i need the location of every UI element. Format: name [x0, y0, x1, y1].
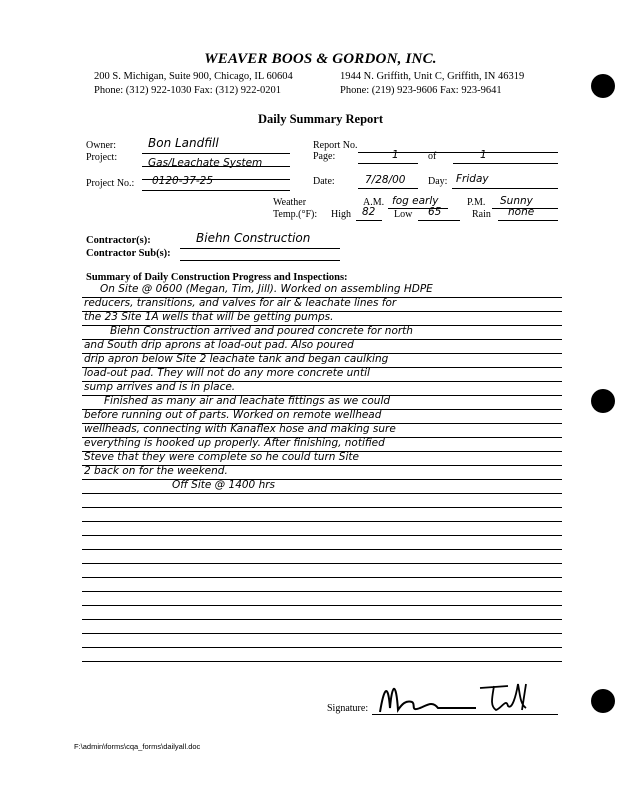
- date-value: 7/28/00: [365, 174, 406, 186]
- summary-line: wellheads, connecting with Kanaflex hose and making sure: [84, 423, 396, 435]
- summary-line: Off Site @ 1400 hrs: [172, 479, 276, 491]
- low-value: 65: [428, 206, 442, 218]
- project-no-label: Project No.:: [86, 178, 135, 189]
- contractors-value: Biehn Construction: [196, 231, 311, 245]
- owner-value: Bon Landfill: [148, 136, 219, 150]
- summary-line: drip apron below Site 2 leachate tank and began caulking: [84, 353, 389, 365]
- low-label: Low: [394, 209, 413, 220]
- summary-line: load-out pad. They will not do any more concrete until: [84, 367, 370, 379]
- high-label: High: [331, 209, 351, 220]
- signature-label: Signature:: [327, 703, 369, 714]
- summary-line: sump arrives and is in place.: [84, 381, 236, 393]
- summary-line: Biehn Construction arrived and poured concrete for north: [110, 325, 413, 337]
- page-value: 1: [392, 149, 399, 161]
- office2-address: 1944 N. Griffith, Unit C, Griffith, IN 46319: [340, 71, 525, 82]
- summary-line: Finished as many air and leachate fittings as we could: [104, 395, 391, 407]
- temp-label: Temp.(°F):: [273, 209, 318, 220]
- contractor-subs-label: Contractor Sub(s):: [86, 248, 171, 259]
- report-no-label: Report No.: [313, 140, 358, 151]
- summary-line: everything is hooked up properly. After finishing, notified: [84, 437, 385, 449]
- signature-scribble: [376, 678, 546, 718]
- owner-label: Owner:: [86, 140, 116, 151]
- weather-label: Weather: [273, 197, 307, 208]
- day-label: Day:: [428, 176, 448, 187]
- contractors-label: Contractor(s):: [86, 235, 151, 246]
- high-value: 82: [362, 206, 376, 218]
- summary-line: On Site @ 0600 (Megan, Tim, Jill). Worked on assembling HDPE: [100, 283, 433, 295]
- summary-line: before running out of parts. Worked on remote wellhead: [84, 409, 382, 421]
- project-label: Project:: [86, 152, 118, 163]
- summary-line: 2 back on for the weekend.: [84, 465, 228, 477]
- of-label: of: [428, 151, 437, 162]
- page-of-value: 1: [480, 149, 487, 161]
- report-title: Daily Summary Report: [258, 112, 383, 126]
- summary-label: Summary of Daily Construction Progress and Inspections:: [86, 272, 348, 283]
- rain-value: none: [508, 206, 535, 218]
- office2-phone: Phone: (219) 923-9606 Fax: 923-9641: [340, 85, 502, 96]
- project-no-value: 0120-37-25: [152, 175, 214, 187]
- pm-label: P.M.: [467, 197, 486, 208]
- office1-address: 200 S. Michigan, Suite 900, Chicago, IL 60604: [94, 71, 293, 82]
- binder-hole-top: [591, 74, 615, 98]
- footer-path: F:\admin\forms\cqa_forms\dailyall.doc: [74, 742, 201, 751]
- summary-line: the 23 Site 1A wells that will be getting pumps.: [84, 311, 334, 323]
- summary-line: Steve that they were complete so he could turn Site: [84, 451, 359, 463]
- am-weather-value: fog early: [392, 195, 439, 207]
- summary-line: reducers, transitions, and valves for air & leachate lines for: [84, 297, 397, 309]
- day-value: Friday: [456, 173, 489, 185]
- binder-hole-bottom: [591, 689, 615, 713]
- company-name: WEAVER BOOS & GORDON, INC.: [204, 51, 437, 67]
- am-label: A.M.: [363, 197, 385, 208]
- binder-hole-middle: [591, 389, 615, 413]
- date-label: Date:: [313, 176, 335, 187]
- project-value: Gas/Leachate System: [148, 157, 263, 169]
- pm-weather-value: Sunny: [500, 195, 533, 207]
- office1-phone: Phone: (312) 922-1030 Fax: (312) 922-0201: [94, 85, 281, 96]
- page-label: Page:: [313, 151, 336, 162]
- summary-line: and South drip aprons at load-out pad. Also poured: [84, 339, 354, 351]
- rain-label: Rain: [472, 209, 491, 220]
